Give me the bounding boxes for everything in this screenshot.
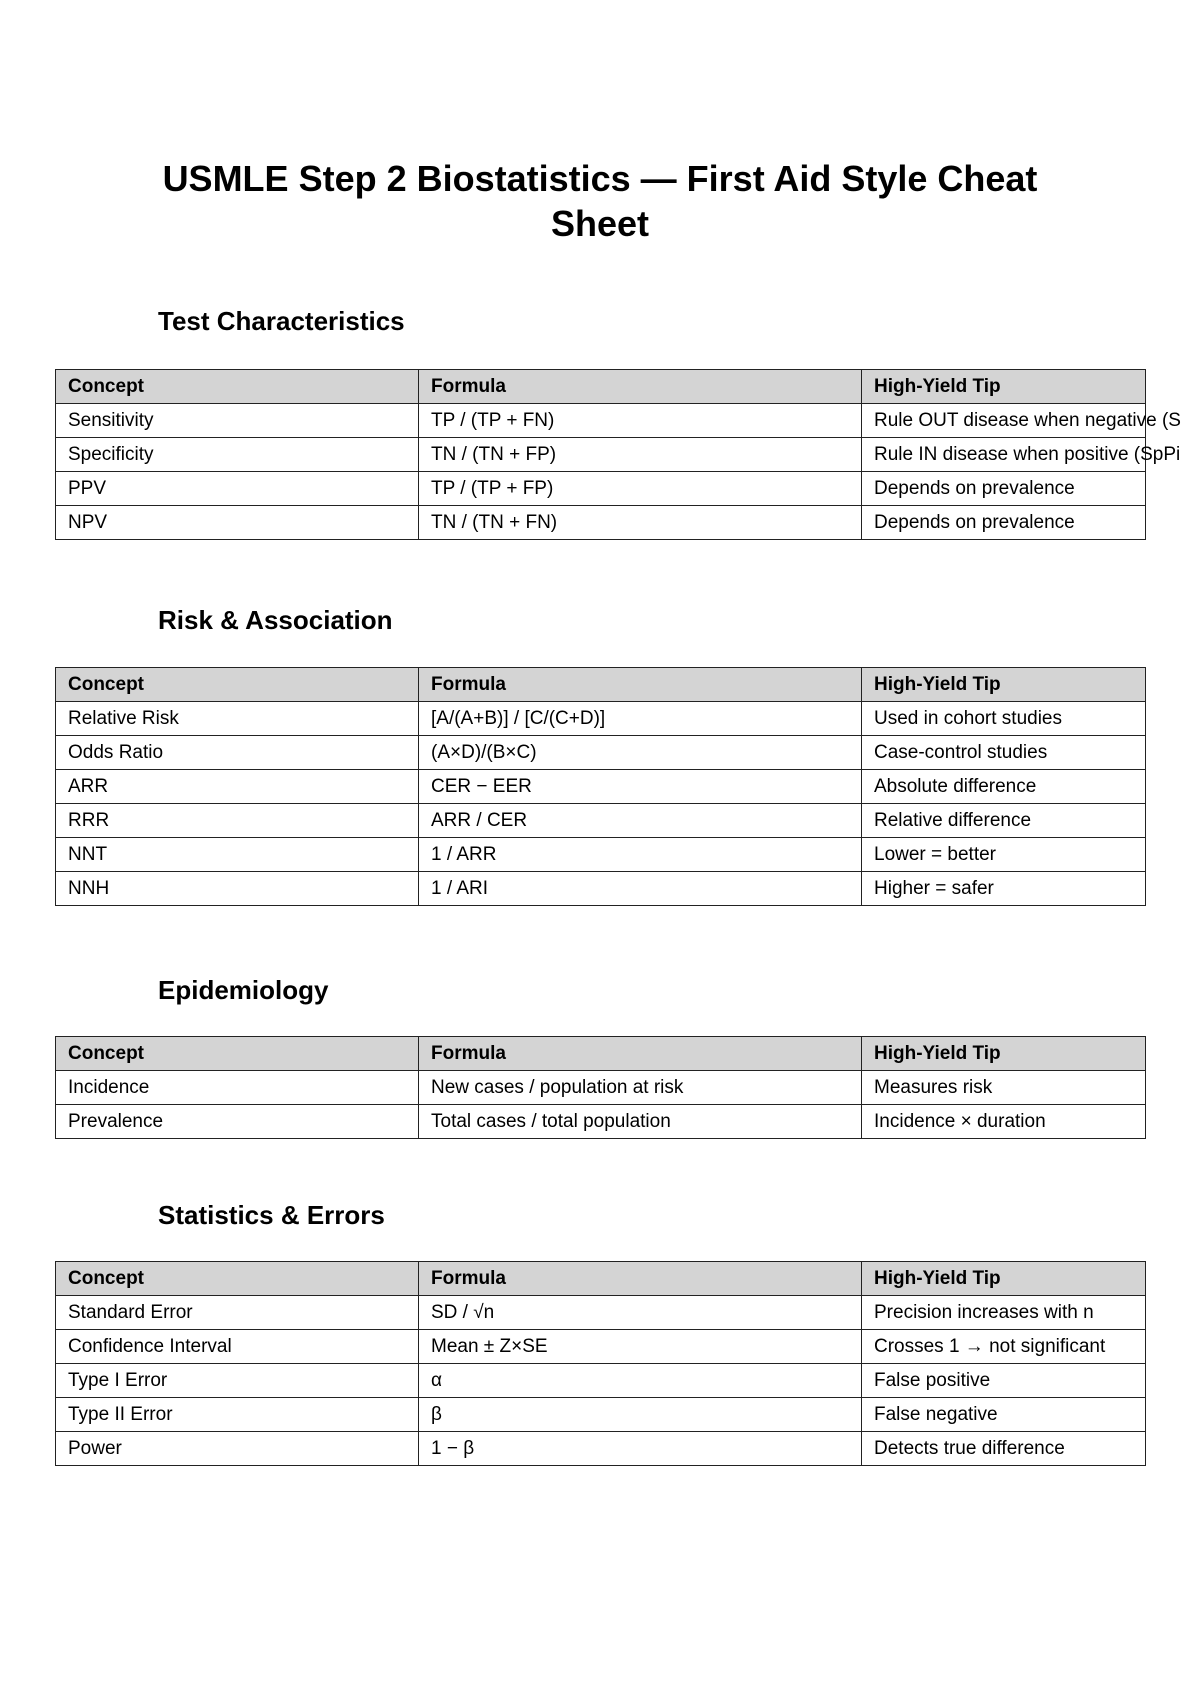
column-header-formula: Formula bbox=[419, 370, 862, 404]
formula-cell: Mean ± Z×SE bbox=[419, 1330, 862, 1364]
formula-cell: SD / √n bbox=[419, 1296, 862, 1330]
table-row bbox=[56, 438, 1146, 472]
table-test-characteristics bbox=[55, 369, 1181, 540]
tip-cell: Rule IN disease when positive (SpPi bbox=[862, 438, 1146, 472]
concept-cell: Relative Risk bbox=[56, 702, 419, 736]
column-header-formula: Formula bbox=[419, 1262, 862, 1296]
table-row bbox=[56, 404, 1146, 438]
tip-cell: Depends on prevalence bbox=[862, 506, 1146, 540]
tip-cell: Precision increases with n bbox=[862, 1296, 1146, 1330]
table-row bbox=[56, 1330, 1146, 1364]
table-header-row bbox=[56, 1037, 1146, 1071]
concept-cell: Odds Ratio bbox=[56, 736, 419, 770]
table-row bbox=[56, 506, 1146, 540]
tip-cell: Lower = better bbox=[862, 838, 1146, 872]
table-row bbox=[56, 804, 1146, 838]
concept-cell: NNT bbox=[56, 838, 419, 872]
tip-cell: Detects true difference bbox=[862, 1432, 1146, 1466]
formula-cell: TP / (TP + FN) bbox=[419, 404, 862, 438]
formula-cell: 1 / ARR bbox=[419, 838, 862, 872]
concept-cell: Incidence bbox=[56, 1071, 419, 1105]
tip-cell: Case-control studies bbox=[862, 736, 1146, 770]
table-row bbox=[56, 702, 1146, 736]
concept-cell: RRR bbox=[56, 804, 419, 838]
table-row bbox=[56, 1296, 1146, 1330]
column-header-tip: High-Yield Tip bbox=[862, 370, 1146, 404]
formula-cell: TN / (TN + FN) bbox=[419, 506, 862, 540]
table-row bbox=[56, 736, 1146, 770]
tip-cell: Absolute difference bbox=[862, 770, 1146, 804]
concept-cell: Sensitivity bbox=[56, 404, 419, 438]
column-header-formula: Formula bbox=[419, 668, 862, 702]
column-header-formula: Formula bbox=[419, 1037, 862, 1071]
concept-cell: ARR bbox=[56, 770, 419, 804]
concept-cell: Type II Error bbox=[56, 1398, 419, 1432]
formula-cell: New cases / population at risk bbox=[419, 1071, 862, 1105]
tip-cell: False negative bbox=[862, 1398, 1146, 1432]
formula-cell: (A×D)/(B×C) bbox=[419, 736, 862, 770]
table-header-row bbox=[56, 668, 1146, 702]
column-header-tip: High-Yield Tip bbox=[862, 1262, 1146, 1296]
concept-cell: Standard Error bbox=[56, 1296, 419, 1330]
concept-cell: NNH bbox=[56, 872, 419, 906]
concept-cell: Prevalence bbox=[56, 1105, 419, 1139]
table-header-row bbox=[56, 1262, 1146, 1296]
section-heading-test-characteristics: Test Characteristics bbox=[158, 306, 405, 336]
table-row bbox=[56, 770, 1146, 804]
table-row bbox=[56, 1432, 1146, 1466]
table-row bbox=[56, 1105, 1146, 1139]
tip-cell: Higher = safer bbox=[862, 872, 1146, 906]
concept-cell: NPV bbox=[56, 506, 419, 540]
concept-cell: PPV bbox=[56, 472, 419, 506]
tip-cell: Rule OUT disease when negative (S bbox=[862, 404, 1146, 438]
section-heading-statistics-errors: Statistics & Errors bbox=[158, 1200, 385, 1230]
concept-cell: Type I Error bbox=[56, 1364, 419, 1398]
concept-cell: Specificity bbox=[56, 438, 419, 472]
table-row bbox=[56, 838, 1146, 872]
column-header-concept: Concept bbox=[56, 1262, 419, 1296]
formula-cell: Total cases / total population bbox=[419, 1105, 862, 1139]
formula-cell: β bbox=[419, 1398, 862, 1432]
concept-cell: Confidence Interval bbox=[56, 1330, 419, 1364]
tip-cell: Used in cohort studies bbox=[862, 702, 1146, 736]
tip-cell: False positive bbox=[862, 1364, 1146, 1398]
tip-cell: Depends on prevalence bbox=[862, 472, 1146, 506]
section-heading-epidemiology: Epidemiology bbox=[158, 975, 329, 1005]
table-statistics-errors bbox=[55, 1261, 1146, 1466]
formula-cell: ARR / CER bbox=[419, 804, 862, 838]
tip-cell: Crosses 1 → not significant bbox=[862, 1330, 1146, 1364]
tip-cell: Measures risk bbox=[862, 1071, 1146, 1105]
section-heading-risk-association: Risk & Association bbox=[158, 605, 393, 635]
formula-cell: TP / (TP + FP) bbox=[419, 472, 862, 506]
formula-cell: CER − EER bbox=[419, 770, 862, 804]
table-header-row bbox=[56, 370, 1146, 404]
table-row bbox=[56, 1364, 1146, 1398]
table-row bbox=[56, 1398, 1146, 1432]
column-header-concept: Concept bbox=[56, 1037, 419, 1071]
formula-cell: 1 / ARI bbox=[419, 872, 862, 906]
formula-cell: [A/(A+B)] / [C/(C+D)] bbox=[419, 702, 862, 736]
column-header-concept: Concept bbox=[56, 668, 419, 702]
column-header-concept: Concept bbox=[56, 370, 419, 404]
table-epidemiology bbox=[55, 1036, 1146, 1139]
table-row bbox=[56, 872, 1146, 906]
table-row bbox=[56, 472, 1146, 506]
table-row bbox=[56, 1071, 1146, 1105]
column-header-tip: High-Yield Tip bbox=[862, 1037, 1146, 1071]
page-title: USMLE Step 2 Biostatistics — First Aid Style Cheat Sheet bbox=[162, 158, 1038, 244]
concept-cell: Power bbox=[56, 1432, 419, 1466]
formula-cell: 1 − β bbox=[419, 1432, 862, 1466]
formula-cell: TN / (TN + FP) bbox=[419, 438, 862, 472]
tip-cell: Relative difference bbox=[862, 804, 1146, 838]
column-header-tip: High-Yield Tip bbox=[862, 668, 1146, 702]
formula-cell: α bbox=[419, 1364, 862, 1398]
tip-cell: Incidence × duration bbox=[862, 1105, 1146, 1139]
table-risk-association bbox=[55, 667, 1146, 906]
